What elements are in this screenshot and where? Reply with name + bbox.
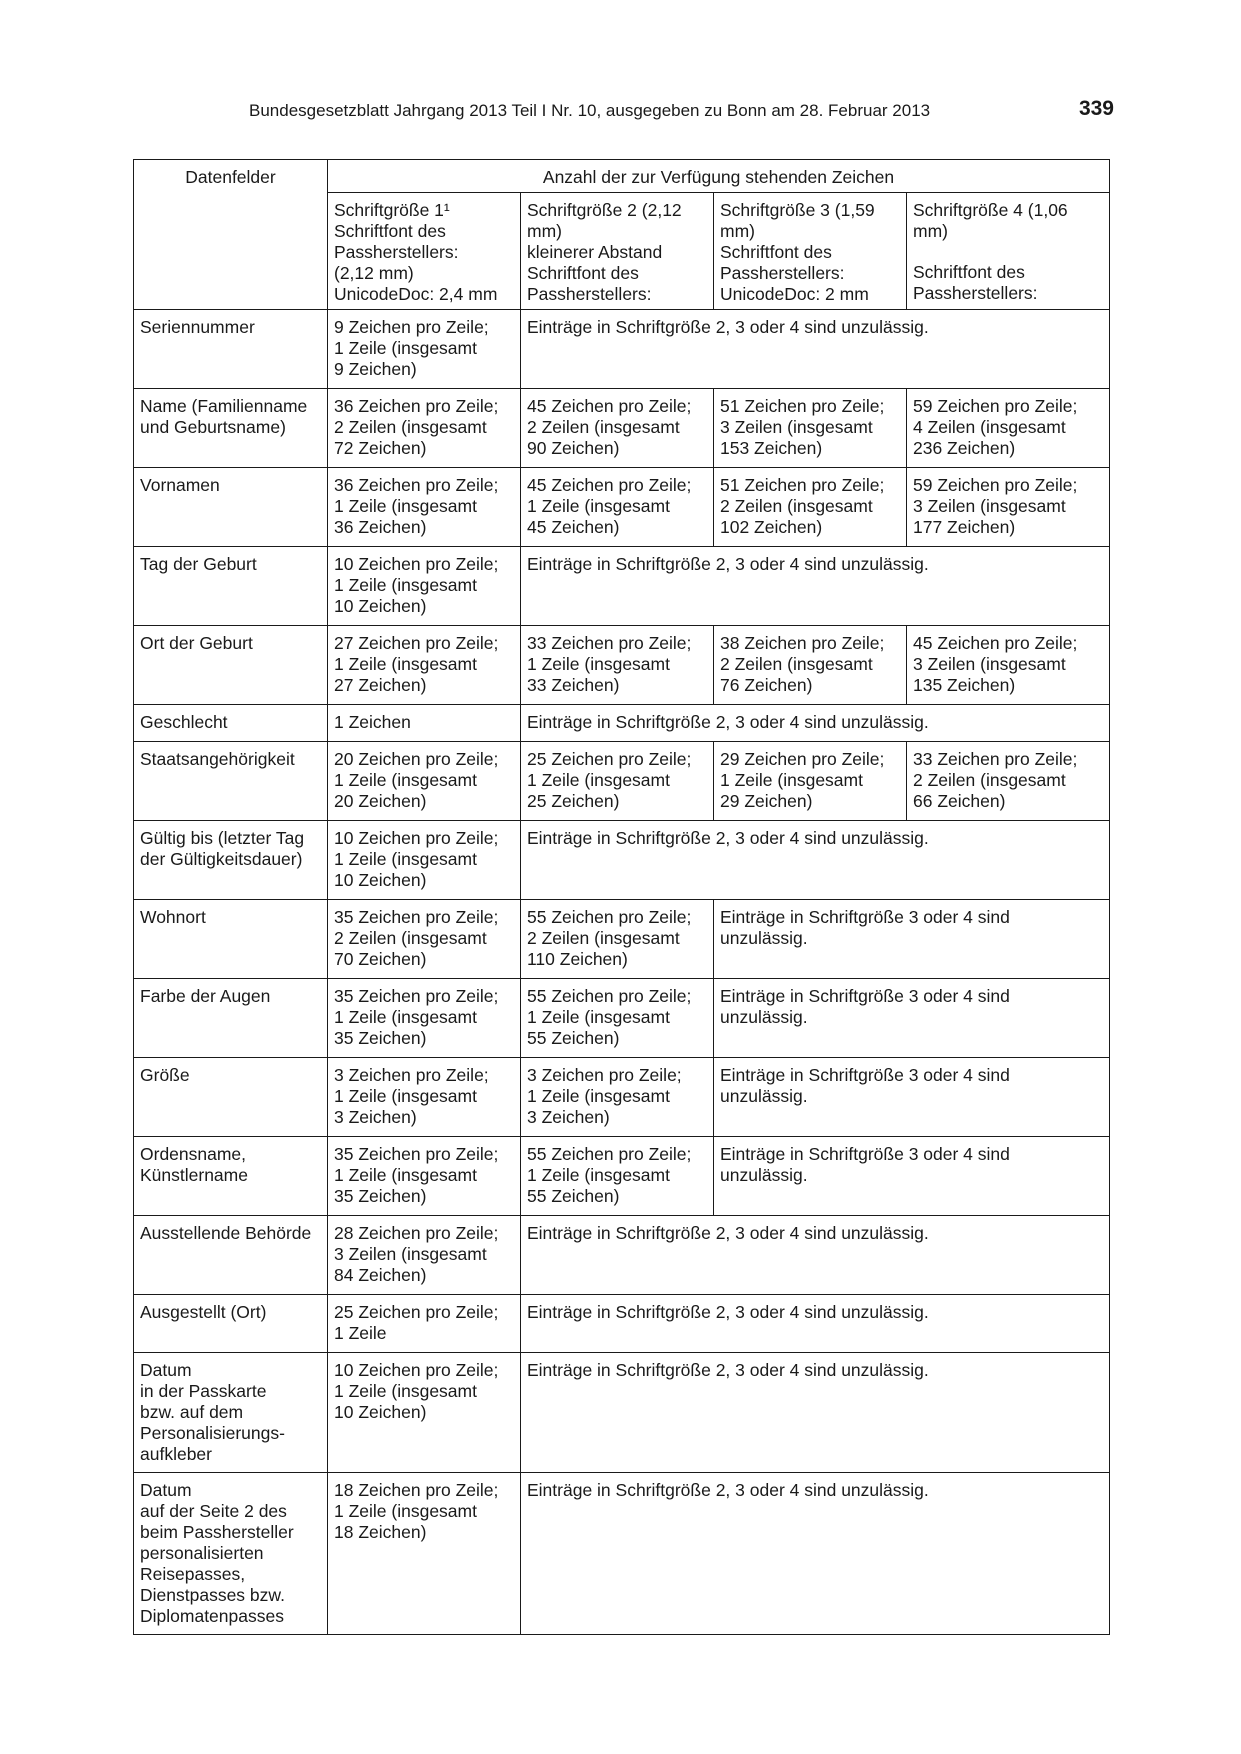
table-row	[134, 389, 1110, 468]
column-header-bottom: UnicodeDoc: 2,4 mm	[334, 284, 498, 304]
table-row	[134, 1353, 1110, 1473]
size2-cell: 25 Zeichen pro Zeile; 1 Zeile (insgesamt 25 Zeichen)	[521, 742, 714, 821]
size4-cell: 59 Zeichen pro Zeile; 3 Zeilen (insgesamt 177 Zeichen)	[907, 468, 1110, 547]
table-row	[134, 1216, 1110, 1295]
table-row	[134, 468, 1110, 547]
field-label: Seriennummer	[134, 310, 328, 389]
size1-cell: 10 Zeichen pro Zeile; 1 Zeile (insgesamt 10 Zeichen)	[328, 547, 521, 626]
table-row	[134, 310, 1110, 389]
field-label: Ausstellende Behörde	[134, 1216, 328, 1295]
table-row	[134, 626, 1110, 705]
column-header-middle: Schriftfont des Passherstellers:	[720, 242, 845, 283]
size2-cell: 45 Zeichen pro Zeile; 2 Zeilen (insgesamt 90 Zeichen)	[521, 389, 714, 468]
datenfelder-header: Datenfelder	[134, 160, 328, 310]
size1-cell: 10 Zeichen pro Zeile; 1 Zeile (insgesamt 10 Zeichen)	[328, 821, 521, 900]
page-number: 339	[1078, 97, 1114, 120]
size3-cell: 51 Zeichen pro Zeile; 2 Zeilen (insgesamt 102 Zeichen)	[714, 468, 907, 547]
table-row	[134, 1137, 1110, 1216]
anzahl-header: Anzahl der zur Verfügung stehenden Zeichen	[328, 160, 1110, 193]
size2-cell: 55 Zeichen pro Zeile; 2 Zeilen (insgesamt 110 Zeichen)	[521, 900, 714, 979]
not-permitted-cell: Einträge in Schriftgröße 3 oder 4 sind unzulässig.	[714, 900, 1110, 979]
column-header	[521, 193, 714, 310]
column-header-top: Schriftgröße 1¹	[334, 200, 450, 220]
field-label: Datum in der Passkarte bzw. auf dem Personalisierungs- aufkleber	[134, 1353, 328, 1473]
size1-cell: 20 Zeichen pro Zeile; 1 Zeile (insgesamt 20 Zeichen)	[328, 742, 521, 821]
not-permitted-cell: Einträge in Schriftgröße 3 oder 4 sind unzulässig.	[714, 1137, 1110, 1216]
column-header-top: Schriftgröße 3 (1,59 mm)	[720, 200, 875, 241]
size2-cell: 3 Zeichen pro Zeile; 1 Zeile (insgesamt 3 Zeichen)	[521, 1058, 714, 1137]
size4-cell: 33 Zeichen pro Zeile; 2 Zeilen (insgesamt 66 Zeichen)	[907, 742, 1110, 821]
size1-cell: 25 Zeichen pro Zeile; 1 Zeile	[328, 1295, 521, 1353]
size1-cell: 36 Zeichen pro Zeile; 2 Zeilen (insgesamt 72 Zeichen)	[328, 389, 521, 468]
not-permitted-cell: Einträge in Schriftgröße 2, 3 oder 4 sind unzulässig.	[521, 705, 1110, 742]
size1-cell: 28 Zeichen pro Zeile; 3 Zeilen (insgesamt 84 Zeichen)	[328, 1216, 521, 1295]
header-title: Bundesgesetzblatt Jahrgang 2013 Teil I Nr. 10, ausgegeben zu Bonn am 28. Februar 2013	[249, 101, 931, 120]
not-permitted-cell: Einträge in Schriftgröße 2, 3 oder 4 sind unzulässig.	[521, 1295, 1110, 1353]
field-label: Wohnort	[134, 900, 328, 979]
field-label: Ausgestellt (Ort)	[134, 1295, 328, 1353]
column-header	[328, 193, 521, 310]
size2-cell: 55 Zeichen pro Zeile; 1 Zeile (insgesamt 55 Zeichen)	[521, 979, 714, 1058]
table-row	[134, 1058, 1110, 1137]
size4-cell: 59 Zeichen pro Zeile; 4 Zeilen (insgesamt 236 Zeichen)	[907, 389, 1110, 468]
size1-cell: 3 Zeichen pro Zeile; 1 Zeile (insgesamt 3 Zeichen)	[328, 1058, 521, 1137]
size2-cell: 55 Zeichen pro Zeile; 1 Zeile (insgesamt 55 Zeichen)	[521, 1137, 714, 1216]
not-permitted-cell: Einträge in Schriftgröße 3 oder 4 sind unzulässig.	[714, 979, 1110, 1058]
not-permitted-cell: Einträge in Schriftgröße 2, 3 oder 4 sind unzulässig.	[521, 547, 1110, 626]
size1-cell: 35 Zeichen pro Zeile; 1 Zeile (insgesamt 35 Zeichen)	[328, 1137, 521, 1216]
size1-cell: 36 Zeichen pro Zeile; 1 Zeile (insgesamt 36 Zeichen)	[328, 468, 521, 547]
field-label: Ordensname, Künstlername	[134, 1137, 328, 1216]
column-header-top: Schriftgröße 4 (1,06 mm)	[913, 200, 1068, 241]
size1-cell: 10 Zeichen pro Zeile; 1 Zeile (insgesamt 10 Zeichen)	[328, 1353, 521, 1473]
size1-cell: 35 Zeichen pro Zeile; 2 Zeilen (insgesamt 70 Zeichen)	[328, 900, 521, 979]
size1-cell: 1 Zeichen	[328, 705, 521, 742]
table-row	[134, 1295, 1110, 1353]
field-label: Name (Familienname und Geburtsname)	[134, 389, 328, 468]
size3-cell: 29 Zeichen pro Zeile; 1 Zeile (insgesamt 29 Zeichen)	[714, 742, 907, 821]
not-permitted-cell: Einträge in Schriftgröße 2, 3 oder 4 sind unzulässig.	[521, 1216, 1110, 1295]
field-label: Gültig bis (letzter Tag der Gültigkeitsdauer)	[134, 821, 328, 900]
field-label: Größe	[134, 1058, 328, 1137]
page-header	[0, 97, 1241, 127]
not-permitted-cell: Einträge in Schriftgröße 3 oder 4 sind unzulässig.	[714, 1058, 1110, 1137]
column-header	[907, 193, 1110, 310]
table-row	[134, 1473, 1110, 1635]
column-header-bottom: Schriftfont des Passherstellers:	[527, 263, 652, 304]
field-label: Ort der Geburt	[134, 626, 328, 705]
field-label: Vornamen	[134, 468, 328, 547]
size3-cell: 51 Zeichen pro Zeile; 3 Zeilen (insgesamt 153 Zeichen)	[714, 389, 907, 468]
table-row	[134, 821, 1110, 900]
size3-cell: 38 Zeichen pro Zeile; 2 Zeilen (insgesamt 76 Zeichen)	[714, 626, 907, 705]
table-row	[134, 979, 1110, 1058]
column-header-bottom: UnicodeDoc: 2 mm	[720, 284, 869, 304]
not-permitted-cell: Einträge in Schriftgröße 2, 3 oder 4 sind unzulässig.	[521, 310, 1110, 389]
size4-cell: 45 Zeichen pro Zeile; 3 Zeilen (insgesamt 135 Zeichen)	[907, 626, 1110, 705]
size1-cell: 27 Zeichen pro Zeile; 1 Zeile (insgesamt 27 Zeichen)	[328, 626, 521, 705]
size1-cell: 18 Zeichen pro Zeile; 1 Zeile (insgesamt 18 Zeichen)	[328, 1473, 521, 1635]
column-header-top: Schriftgröße 2 (2,12 mm) kleinerer Abstand	[527, 200, 682, 262]
table-row	[134, 742, 1110, 821]
not-permitted-cell: Einträge in Schriftgröße 2, 3 oder 4 sind unzulässig.	[521, 821, 1110, 900]
column-header	[714, 193, 907, 310]
size2-cell: 45 Zeichen pro Zeile; 1 Zeile (insgesamt 45 Zeichen)	[521, 468, 714, 547]
size1-cell: 35 Zeichen pro Zeile; 1 Zeile (insgesamt 35 Zeichen)	[328, 979, 521, 1058]
table-row	[134, 705, 1110, 742]
table-row	[134, 900, 1110, 979]
field-label: Farbe der Augen	[134, 979, 328, 1058]
size1-cell: 9 Zeichen pro Zeile; 1 Zeile (insgesamt 9 Zeichen)	[328, 310, 521, 389]
character-limits-table	[133, 159, 1110, 1635]
not-permitted-cell: Einträge in Schriftgröße 2, 3 oder 4 sind unzulässig.	[521, 1353, 1110, 1473]
size2-cell: 33 Zeichen pro Zeile; 1 Zeile (insgesamt 33 Zeichen)	[521, 626, 714, 705]
column-header-middle: Schriftfont des Passherstellers: (2,12 mm)	[334, 221, 459, 283]
field-label: Staatsangehörigkeit	[134, 742, 328, 821]
field-label: Geschlecht	[134, 705, 328, 742]
table-header-row	[134, 160, 1110, 193]
field-label: Tag der Geburt	[134, 547, 328, 626]
not-permitted-cell: Einträge in Schriftgröße 2, 3 oder 4 sind unzulässig.	[521, 1473, 1110, 1635]
column-header-bottom: Schriftfont des Passherstellers:	[913, 262, 1038, 303]
table-row	[134, 547, 1110, 626]
field-label: Datum auf der Seite 2 des beim Passhersteller personalisierten Reisepasses, Dienstpasses bzw. Diplomatenpasses	[134, 1473, 328, 1635]
